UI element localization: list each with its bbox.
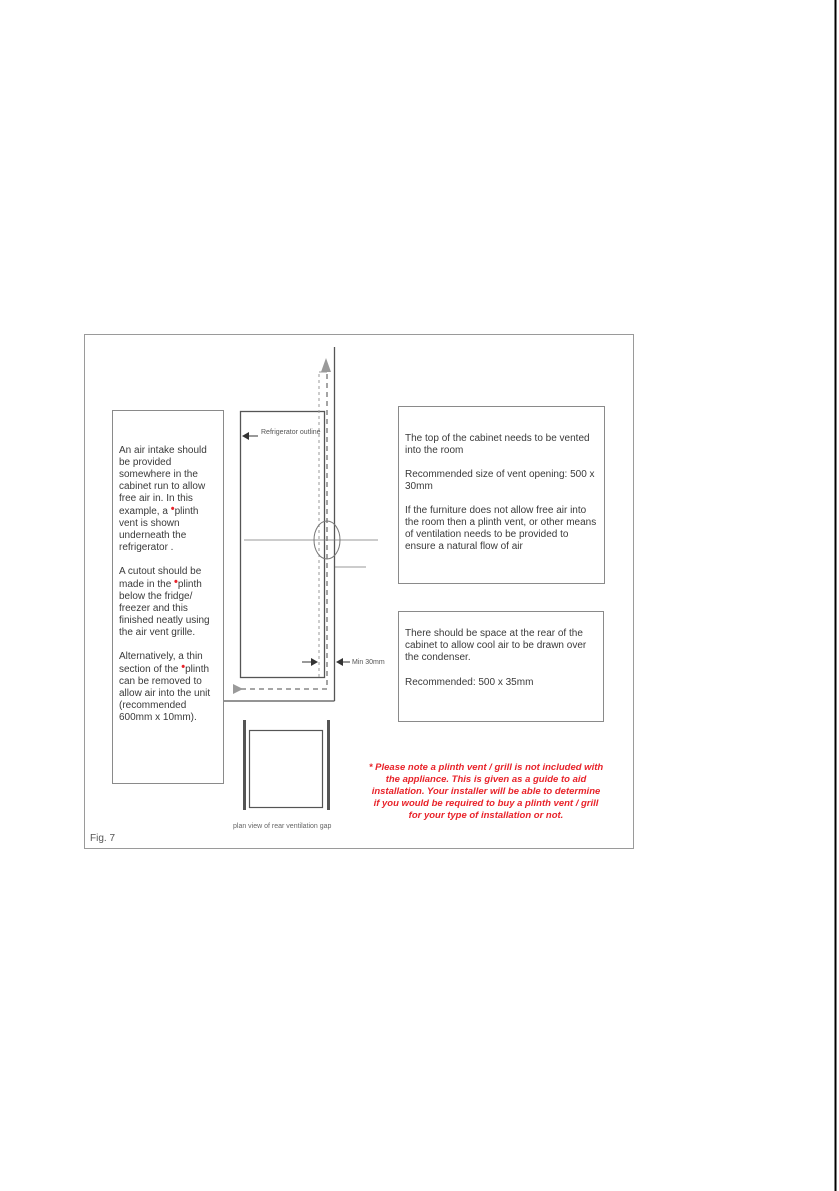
plan-view-caption: plan view of rear ventilation gap [233, 823, 332, 830]
refrigerator-outline [241, 412, 325, 678]
air-intake-text-a: An air intake should be provided somewhere in the cabinet run to allow free air in. In this example, a [119, 445, 207, 517]
cutout-text-b: plinth below the fridge/ freezer and this finished neatly using the air vent grille. [119, 579, 210, 638]
airflow-path [241, 372, 327, 689]
refrigerator-label: Refrigerator outline [261, 429, 321, 436]
rear-space-box [398, 611, 604, 722]
cutout-paragraph [119, 566, 219, 639]
thin-section-paragraph [119, 651, 219, 724]
rear-space-text: There should be space at the rear of the cabinet to allow cool air to be drawn over the condenser. [405, 628, 587, 663]
top-vent-text: The top of the cabinet needs to be vented into the room [405, 433, 590, 456]
airflow-up-arrowhead [321, 358, 331, 372]
airflow-in-arrowhead [233, 684, 243, 694]
min-gap-label: Min 30mm [352, 659, 385, 666]
cutout-text-a: A cutout should be made in the [119, 566, 202, 590]
red-asterisk: • [174, 576, 178, 588]
plinth-vent-text: If the furniture does not allow free air into the room then a plinth vent, or other means of ventilation needs to be provided to ensure a natural flow of air [405, 505, 597, 552]
red-asterisk: • [170, 503, 175, 515]
vent-size-text: Recommended size of vent opening: 500 x 30mm [405, 469, 595, 492]
air-intake-paragraph [119, 445, 219, 554]
thin-section-text-a: Alternatively, a thin section of the [119, 651, 203, 675]
air-intake-text-b: plinth vent is shown underneath the refrigerator . [119, 506, 199, 553]
thin-section-text-b: plinth can be removed to allow air into the unit (recommended 600mm x 10mm). [119, 664, 211, 723]
top-vent-box [398, 406, 605, 584]
red-asterisk: • [181, 661, 186, 673]
plan-view-fridge [250, 731, 323, 808]
rear-recommended-text: Recommended: 500 x 35mm [405, 677, 534, 688]
figure-label: Fig. 7 [90, 833, 116, 844]
air-intake-box [112, 410, 224, 784]
plinth-vent-note: * Please note a plinth vent / grill is not included with the appliance. This is given as a guide to aid installation. Your installer will be able to determine if you would be required to buy a plinth vent / grill for your type of installation or not. [368, 762, 604, 821]
